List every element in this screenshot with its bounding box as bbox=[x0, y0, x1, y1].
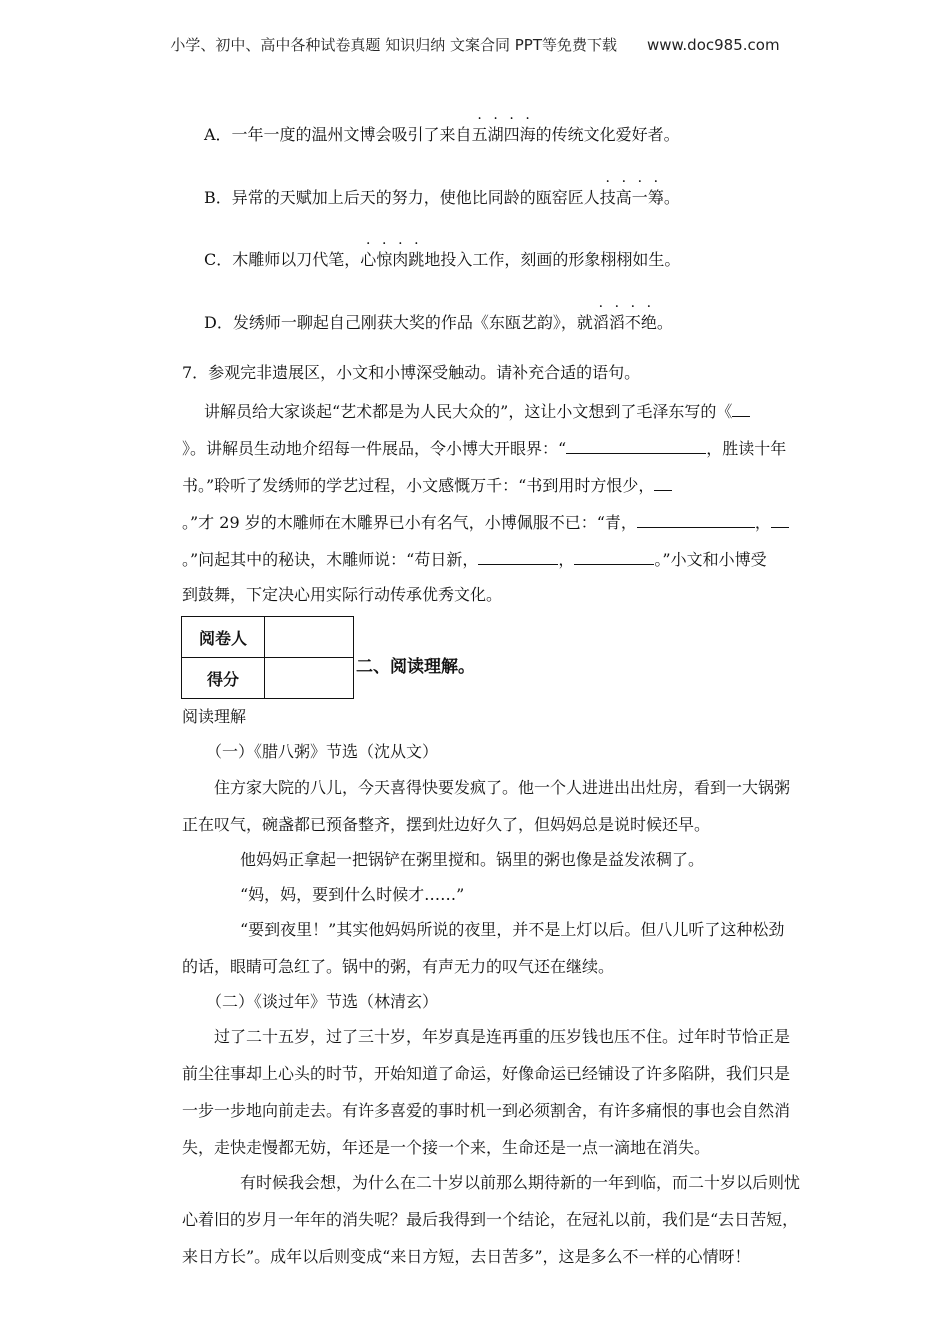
dotted-char: 不 bbox=[624, 313, 641, 332]
answer-blank[interactable] bbox=[771, 511, 789, 528]
dotted-char: 滔 bbox=[608, 313, 625, 332]
score-label: 得分 bbox=[182, 658, 265, 699]
dotted-char: 高 bbox=[615, 188, 632, 207]
paragraph: 心着旧的岁月一年年的消失呢？最后我得到一个结论，在冠礼以前，我们是“去日苦短， bbox=[182, 1210, 799, 1229]
q7-line-6: 到鼓舞，下定决心用实际行动传承优秀文化。 bbox=[182, 585, 503, 604]
paragraph: 正在叹气，碗盏都已预备整齐，摆到灶边好久了，但妈妈总是说时候还早。 bbox=[182, 815, 711, 834]
paragraph: 住方家大院的八儿，今天喜得快要发疯了。他一个人进进出出灶房，看到一大锅粥 bbox=[214, 778, 791, 797]
dotted-char: 一 bbox=[631, 188, 648, 207]
q7-line-4: 。”才 29 岁的木雕师在木雕界已小有名气，小博佩服不已：“青， ， bbox=[182, 511, 789, 533]
reviewer-label: 阅卷人 bbox=[182, 617, 265, 658]
answer-blank[interactable] bbox=[637, 511, 755, 528]
paragraph: “要到夜里！”其实他妈妈所说的夜里，并不是上灯以后。但八儿听了这种松劲 bbox=[240, 920, 785, 939]
header-url: www.doc985.com bbox=[646, 36, 780, 54]
paragraph: 过了二十五岁，过了三十岁，年岁真是连再重的压岁钱也压不住。过年时节恰正是 bbox=[214, 1027, 791, 1046]
paragraph: 前尘往事却上心头的时节，开始知道了命运，好像命运已经铺设了许多陷阱，我们只是 bbox=[182, 1064, 791, 1083]
dotted-char: 四 bbox=[503, 125, 520, 144]
q7-stem: 7．参观完非遗展区，小文和小博深受触动。请补充合适的语句。 bbox=[182, 363, 641, 382]
option-d: D．发绣师一聊起自己刚获大奖的作品《东瓯艺韵》，就滔滔不绝。 bbox=[204, 313, 673, 332]
option-b: B．异常的天赋加上后天的努力，使他比同龄的瓯窑匠人技高一筹。 bbox=[204, 188, 680, 207]
answer-blank[interactable] bbox=[732, 400, 750, 417]
section-label: 阅读理解 bbox=[182, 707, 247, 726]
paragraph: “妈，妈，要到什么时候才……” bbox=[240, 885, 465, 904]
dotted-char: 跳 bbox=[408, 250, 425, 269]
dotted-char: 筹 bbox=[647, 188, 664, 207]
passage1-title: （一）《腊八粥》节选（沈从文） bbox=[206, 742, 439, 761]
answer-blank[interactable] bbox=[478, 548, 558, 565]
q7-line-3: 书。”聆听了发绣师的学艺过程，小文感慨万千：“书到用时方恨少， bbox=[182, 474, 672, 496]
answer-blank[interactable] bbox=[654, 474, 672, 491]
paragraph: 来日方长”。成年以后则变成“来日方短，去日苦多”，这是多么不一样的心情呀！ bbox=[182, 1247, 751, 1266]
q7-line-2: 》。讲解员生动地介绍每一件展品，令小博大开眼界：“ ，胜读十年 bbox=[182, 439, 787, 458]
passage2-title: （二）《谈过年》节选（林清玄） bbox=[206, 992, 439, 1011]
dotted-char: 湖 bbox=[487, 125, 504, 144]
option-a: A．一年一度的温州文博会吸引了来自五湖四海的传统文化爱好者。 bbox=[204, 125, 680, 144]
page-header bbox=[0, 34, 950, 55]
score-table bbox=[181, 616, 354, 699]
q7-line-5: 。”问起其中的秘诀，木雕师说：“苟日新， ， 。”小文和小博受 bbox=[182, 550, 767, 569]
paragraph: 一步一步地向前走去。有许多喜爱的事时机一到必须割舍，有许多痛恨的事也会自然消 bbox=[182, 1101, 791, 1120]
paragraph: 失，走快走慢都无妨，年还是一个接一个来，生命还是一点一滴地在消失。 bbox=[182, 1138, 711, 1157]
dotted-char: 绝 bbox=[640, 313, 657, 332]
dotted-char: 心 bbox=[360, 250, 377, 269]
dotted-char: 技 bbox=[599, 188, 616, 207]
paragraph: 有时候我会想，为什么在二十岁以前那么期待新的一年到临，而二十岁以后则忧 bbox=[240, 1173, 801, 1192]
answer-blank[interactable] bbox=[566, 437, 706, 454]
score-cell[interactable] bbox=[265, 658, 354, 699]
option-c: C．木雕师以刀代笔，心惊肉跳地投入工作，刻画的形象栩栩如生。 bbox=[204, 250, 681, 269]
dotted-char: 海 bbox=[519, 125, 536, 144]
dotted-char: 肉 bbox=[392, 250, 409, 269]
header-text: 小学、初中、高中各种试卷真题 知识归纳 文案合同 PPT等免费下载 bbox=[170, 36, 617, 54]
dotted-char: 惊 bbox=[376, 250, 393, 269]
paragraph: 的话，眼睛可急红了。锅中的粥，有声无力的叹气还在继续。 bbox=[182, 957, 615, 976]
dotted-char: 五 bbox=[471, 125, 488, 144]
paragraph: 他妈妈正拿起一把锅铲在粥里搅和。锅里的粥也像是益发浓稠了。 bbox=[240, 850, 705, 869]
reviewer-cell[interactable] bbox=[265, 617, 354, 658]
dotted-char: 滔 bbox=[592, 313, 609, 332]
section-title: 二、阅读理解。 bbox=[356, 657, 475, 677]
q7-line-1: 讲解员给大家谈起“艺术都是为人民大众的”，这让小文想到了毛泽东写的《 bbox=[204, 400, 750, 422]
answer-blank[interactable] bbox=[574, 548, 654, 565]
